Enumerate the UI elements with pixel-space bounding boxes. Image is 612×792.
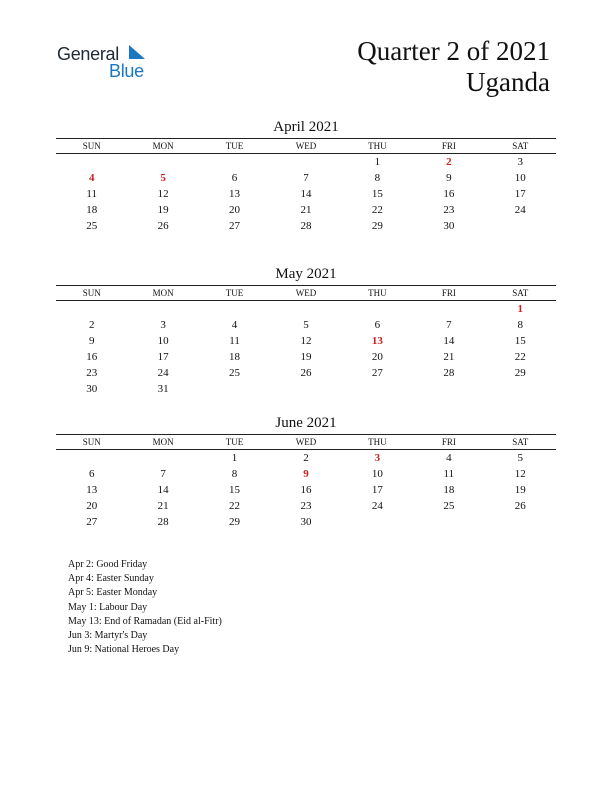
weekday-label: SAT xyxy=(512,437,529,447)
weekday-label: WED xyxy=(295,437,317,447)
day-cell: 19 xyxy=(514,484,526,496)
day-cell: 5 xyxy=(303,319,309,331)
title-country: Uganda xyxy=(466,67,550,97)
day-cell: 14 xyxy=(443,335,455,347)
weekday-label: SAT xyxy=(512,288,529,298)
day-cell: 5 xyxy=(517,452,523,464)
day-cell: 23 xyxy=(300,500,312,512)
weekday-header xyxy=(56,138,556,154)
holiday-day-cell: 1 xyxy=(517,303,523,315)
holiday-item: May 13: End of Ramadan (Eid al-Fitr) xyxy=(68,615,222,627)
empty-day-cell xyxy=(413,514,484,530)
day-cell: 11 xyxy=(229,335,240,347)
day-cell: 28 xyxy=(300,220,312,232)
holiday-day-cell: 4 xyxy=(88,172,95,184)
empty-day-cell xyxy=(56,301,127,317)
empty-day-cell xyxy=(485,381,556,397)
day-cell: 9 xyxy=(88,335,95,347)
day-cell: 22 xyxy=(229,500,241,512)
weekday-label: TUE xyxy=(225,141,244,151)
holiday-item: Apr 4: Easter Sunday xyxy=(68,573,154,585)
weekday-label: TUE xyxy=(225,288,244,298)
holiday-day-cell: 9 xyxy=(303,468,309,480)
logo-text-general: General xyxy=(57,44,119,64)
weekday-label: SAT xyxy=(512,141,529,151)
day-cell: 10 xyxy=(371,468,383,480)
empty-day-cell xyxy=(413,301,484,317)
day-cell: 9 xyxy=(446,172,452,184)
day-cell: 3 xyxy=(160,319,166,331)
day-cell: 11 xyxy=(443,468,455,480)
day-cell: 27 xyxy=(371,367,383,379)
logo-text-blue: Blue xyxy=(109,61,144,81)
day-cell: 7 xyxy=(303,172,309,184)
day-cell: 27 xyxy=(229,220,241,232)
empty-day-cell xyxy=(342,514,413,530)
day-cell: 15 xyxy=(229,484,241,496)
day-cell: 12 xyxy=(514,468,526,480)
day-cell: 23 xyxy=(86,367,98,379)
weekday-label: TUE xyxy=(225,437,244,447)
day-cell: 25 xyxy=(86,220,98,232)
empty-day-cell xyxy=(270,301,341,317)
day-cell: 6 xyxy=(374,319,381,331)
day-cell: 26 xyxy=(300,367,312,379)
holiday-day-cell: 13 xyxy=(371,335,383,347)
day-cell: 29 xyxy=(371,220,383,232)
weekday-label: WED xyxy=(295,141,317,151)
weekday-label: SUN xyxy=(82,288,101,298)
empty-day-cell xyxy=(127,301,198,317)
day-cell: 17 xyxy=(514,188,526,200)
weekday-label: SUN xyxy=(82,437,101,447)
month-title: June 2021 xyxy=(275,415,337,431)
holiday-item: May 1: Labour Day xyxy=(68,601,148,613)
weekday-label: FRI xyxy=(441,288,456,298)
day-cell: 28 xyxy=(157,516,169,528)
day-cell: 27 xyxy=(86,516,98,528)
empty-day-cell xyxy=(199,154,270,170)
day-cell: 21 xyxy=(443,351,455,363)
day-grid xyxy=(56,301,556,397)
empty-day-cell xyxy=(270,154,341,170)
day-cell: 8 xyxy=(374,172,381,184)
day-cell: 21 xyxy=(300,204,312,216)
day-cell: 20 xyxy=(86,500,98,512)
weekday-label: SUN xyxy=(82,141,101,151)
day-cell: 21 xyxy=(157,500,169,512)
day-cell: 4 xyxy=(231,319,238,331)
title-quarter: Quarter 2 of 2021 xyxy=(357,36,550,66)
empty-day-cell xyxy=(199,381,270,397)
empty-day-cell xyxy=(413,381,484,397)
day-cell: 22 xyxy=(514,351,526,363)
day-cell: 20 xyxy=(229,204,241,216)
day-cell: 24 xyxy=(371,500,383,512)
empty-day-cell xyxy=(56,450,127,466)
day-cell: 23 xyxy=(443,204,455,216)
page-title xyxy=(357,36,550,98)
day-cell: 6 xyxy=(88,468,95,480)
weekday-label: MON xyxy=(152,437,174,447)
day-cell: 2 xyxy=(303,452,309,464)
month-title: April 2021 xyxy=(273,119,339,135)
empty-day-cell xyxy=(485,218,556,234)
empty-day-cell xyxy=(270,381,341,397)
empty-day-cell xyxy=(199,301,270,317)
empty-day-cell xyxy=(342,301,413,317)
generalblue-logo xyxy=(57,44,167,84)
weekday-label: FRI xyxy=(441,141,456,151)
day-cell: 29 xyxy=(229,516,241,528)
day-cell: 10 xyxy=(514,172,526,184)
empty-day-cell xyxy=(56,154,127,170)
weekday-label: MON xyxy=(152,141,174,151)
day-cell: 24 xyxy=(514,204,526,216)
holiday-item: Apr 2: Good Friday xyxy=(68,559,148,570)
day-cell: 3 xyxy=(517,156,523,168)
logo-triangle-icon xyxy=(123,45,147,61)
month-calendar-may xyxy=(56,265,556,397)
day-cell: 12 xyxy=(300,335,312,347)
day-cell: 18 xyxy=(86,204,98,216)
day-cell: 2 xyxy=(88,319,95,331)
holiday-item: Jun 3: Martyr's Day xyxy=(68,630,148,642)
holiday-item: Jun 9: National Heroes Day xyxy=(68,644,180,656)
day-cell: 15 xyxy=(514,335,526,347)
weekday-header xyxy=(56,285,556,301)
month-calendar-april xyxy=(56,118,556,234)
empty-day-cell xyxy=(127,450,198,466)
weekday-label: THU xyxy=(368,437,387,447)
day-cell: 30 xyxy=(300,516,312,528)
weekday-label: THU xyxy=(368,288,387,298)
day-cell: 24 xyxy=(157,367,169,379)
day-cell: 25 xyxy=(229,367,241,379)
day-cell: 17 xyxy=(157,351,169,363)
day-cell: 19 xyxy=(157,204,169,216)
weekday-label: FRI xyxy=(441,437,456,447)
day-cell: 18 xyxy=(229,351,241,363)
day-cell: 13 xyxy=(229,188,241,200)
day-cell: 16 xyxy=(300,484,312,496)
day-cell: 7 xyxy=(160,468,166,480)
day-cell: 14 xyxy=(300,188,312,200)
day-cell: 31 xyxy=(157,383,169,395)
holiday-item: Apr 5: Easter Monday xyxy=(68,587,158,599)
day-cell: 28 xyxy=(443,367,455,379)
day-grid xyxy=(56,450,556,530)
day-cell: 4 xyxy=(446,452,452,464)
day-grid xyxy=(56,154,556,234)
day-cell: 13 xyxy=(86,484,98,496)
day-cell: 25 xyxy=(443,500,455,512)
day-cell: 30 xyxy=(443,220,455,232)
month-calendar-june xyxy=(56,414,556,530)
empty-day-cell xyxy=(342,381,413,397)
day-cell: 1 xyxy=(374,156,381,168)
day-cell: 16 xyxy=(86,351,98,363)
day-cell: 6 xyxy=(231,172,238,184)
weekday-header xyxy=(56,434,556,450)
holiday-list xyxy=(68,558,222,657)
day-cell: 16 xyxy=(443,188,455,200)
holiday-day-cell: 2 xyxy=(446,156,452,168)
empty-day-cell xyxy=(485,514,556,530)
day-cell: 8 xyxy=(231,468,238,480)
weekday-label: MON xyxy=(152,288,174,298)
holiday-day-cell: 3 xyxy=(374,452,381,464)
day-cell: 14 xyxy=(157,484,169,496)
day-cell: 26 xyxy=(157,220,169,232)
weekday-label: WED xyxy=(295,288,317,298)
day-cell: 20 xyxy=(371,351,383,363)
day-cell: 11 xyxy=(86,188,97,200)
day-cell: 26 xyxy=(514,500,526,512)
day-cell: 1 xyxy=(231,452,238,464)
day-cell: 7 xyxy=(446,319,452,331)
day-cell: 30 xyxy=(86,383,98,395)
day-cell: 22 xyxy=(371,204,383,216)
day-cell: 10 xyxy=(157,335,169,347)
day-cell: 12 xyxy=(157,188,169,200)
day-cell: 18 xyxy=(443,484,455,496)
holiday-day-cell: 5 xyxy=(160,172,166,184)
day-cell: 8 xyxy=(517,319,523,331)
day-cell: 15 xyxy=(371,188,383,200)
month-title: May 2021 xyxy=(275,266,337,282)
day-cell: 19 xyxy=(300,351,312,363)
day-cell: 17 xyxy=(371,484,383,496)
empty-day-cell xyxy=(127,154,198,170)
day-cell: 29 xyxy=(514,367,526,379)
weekday-label: THU xyxy=(368,141,387,151)
